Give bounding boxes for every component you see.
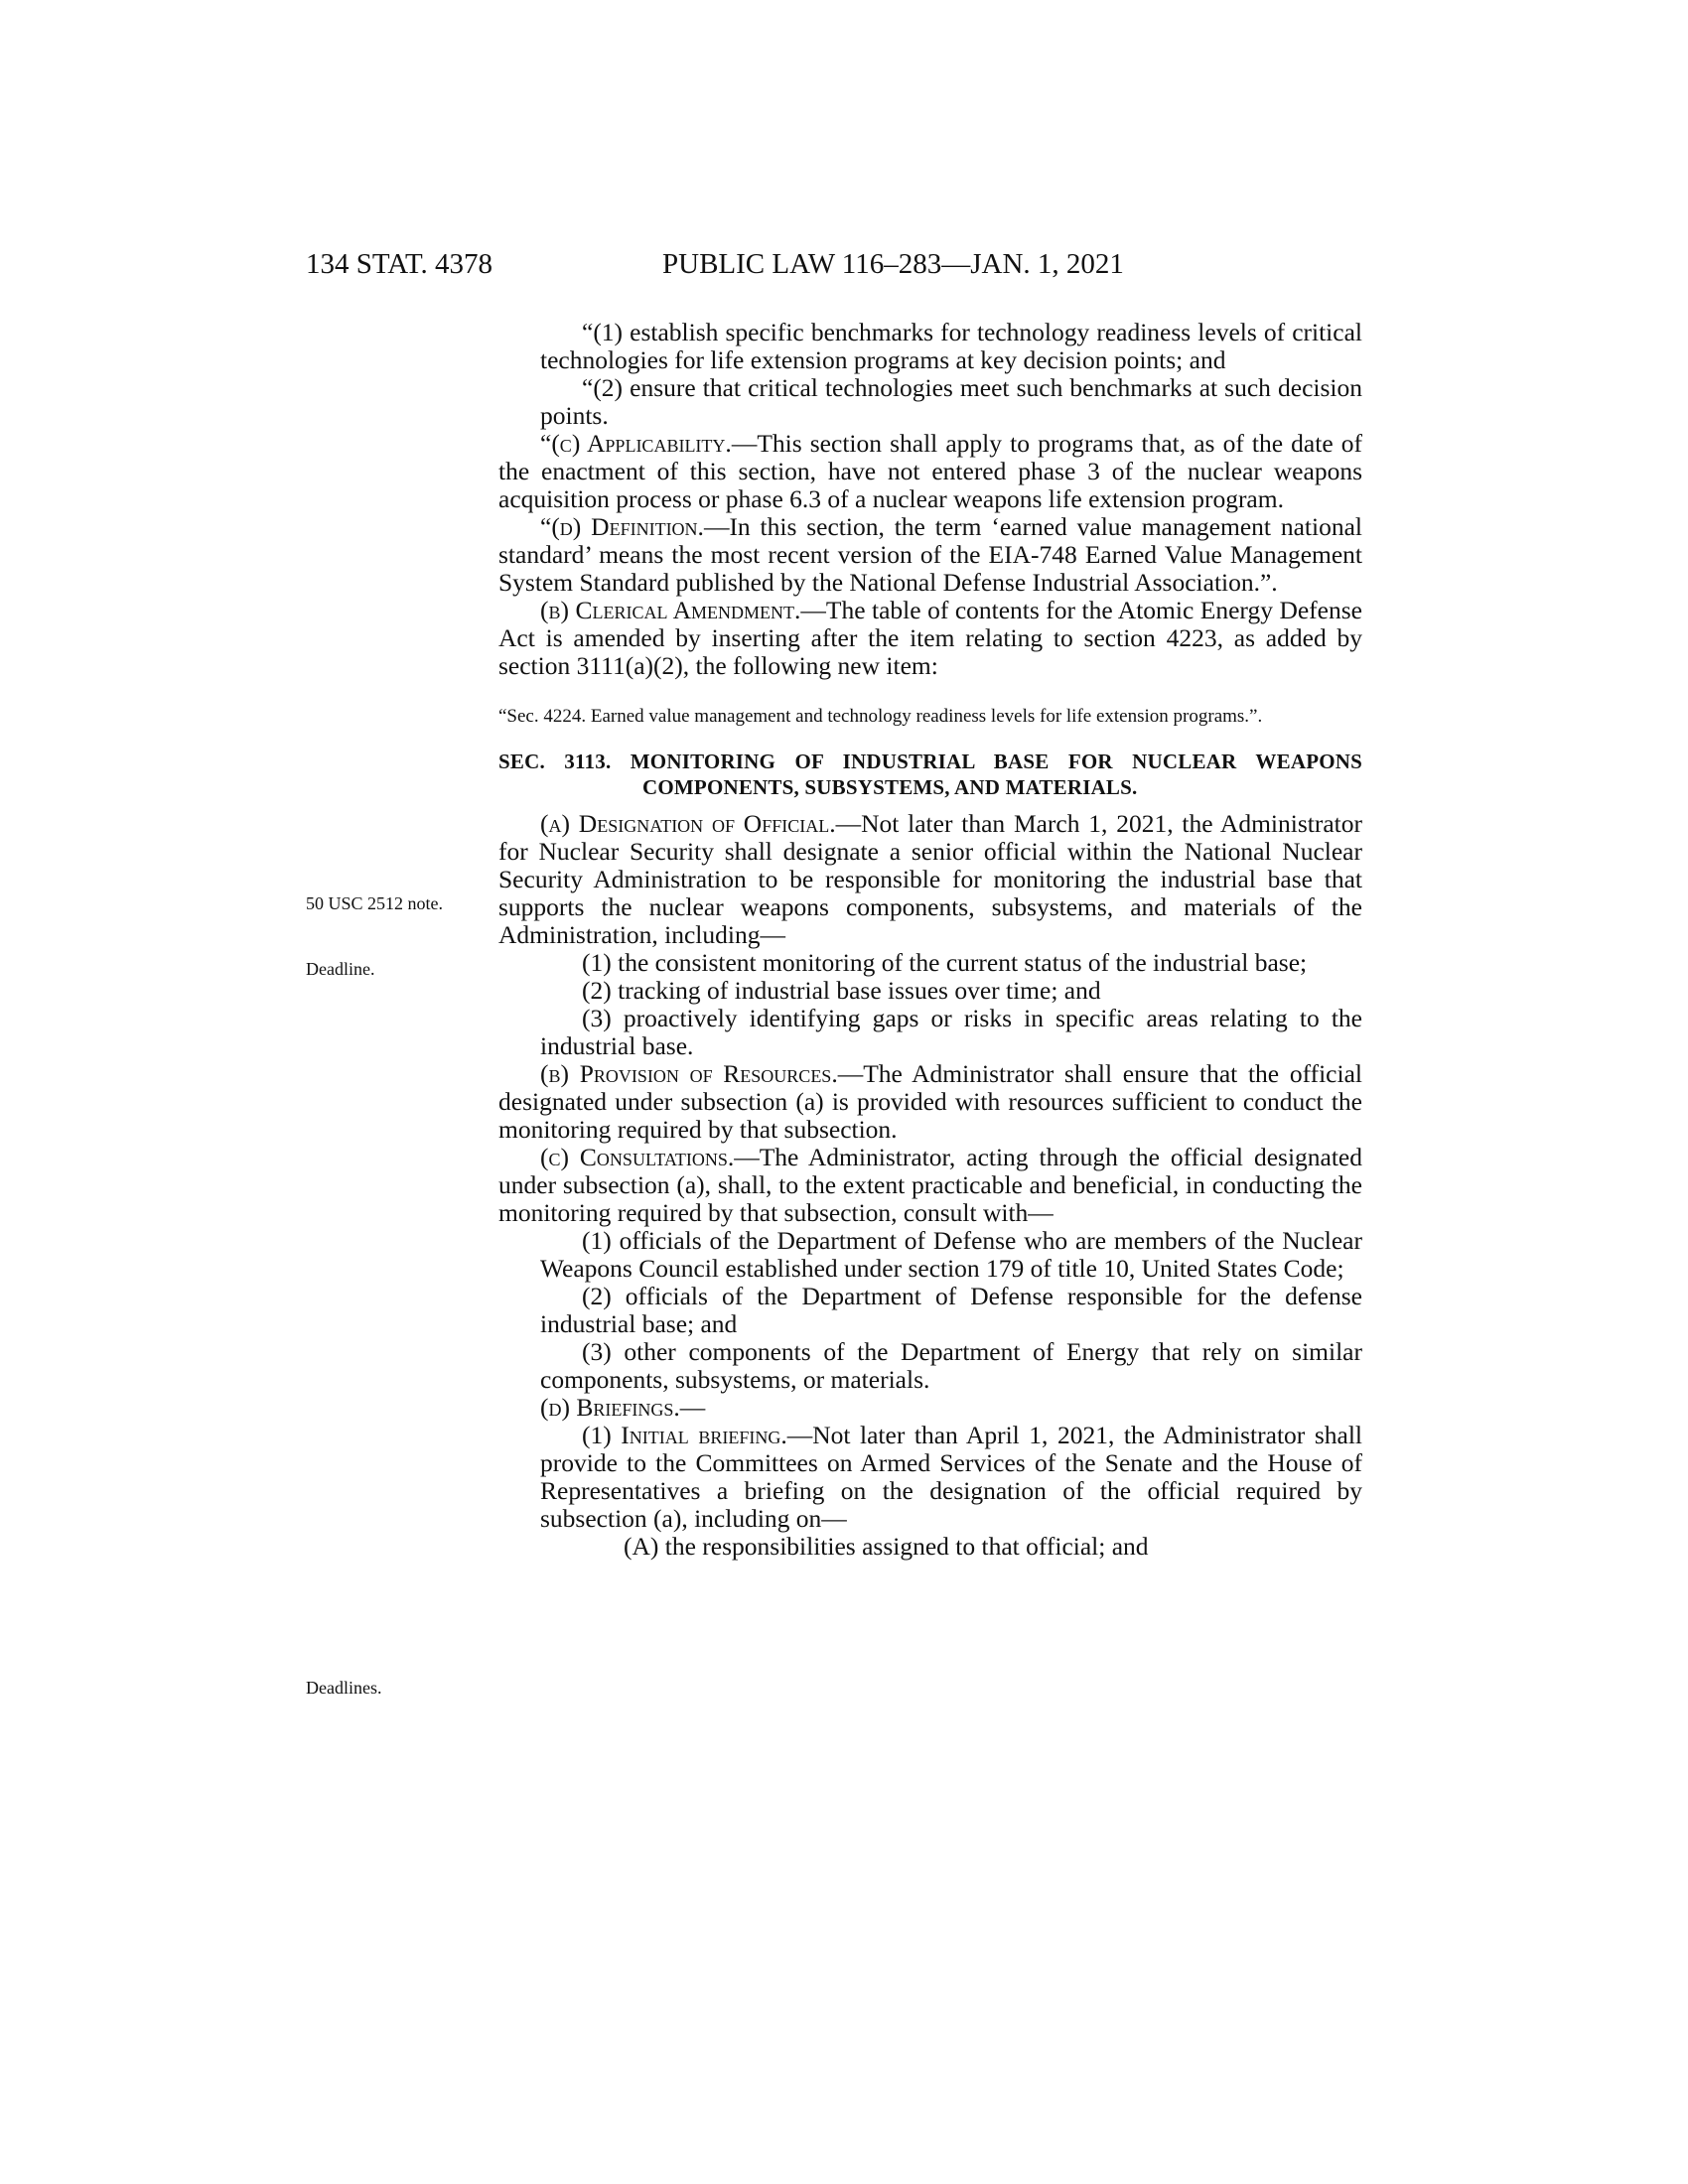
paragraph-c3: (3) other components of the Department of Energy that rely on similar components, subsystems, or materials.	[540, 1337, 1362, 1394]
margin-note-deadline: Deadline.	[306, 959, 375, 979]
consultations-label: (c) Consultations.	[540, 1143, 735, 1171]
clerical-amendment-text: —The table of contents for the Atomic Energy Defense Act is amended by inserting after the item relating to section 4223, as added by section 3111(a)(2), the following new item:	[498, 596, 1362, 680]
definition-label: “(d) Definition.	[540, 512, 704, 541]
paragraph-b	[498, 1060, 1362, 1144]
paragraph-b1: “(1) establish specific benchmarks for technology readiness levels of critical technologies for life extension programs at key decision points; and	[540, 318, 1362, 374]
definition-text: —In this section, the term ‘earned value management national standard’ means the most recent version of the EIA-748 Earned Value Management System Standard published by the National Defense Industrial Association.”.	[498, 512, 1362, 597]
section-heading: SEC. 3113. MONITORING OF INDUSTRIAL BASE FOR NUCLEAR WEAPONS COMPONENTS, SUBSYSTEMS, AND MATERIALS.	[498, 750, 1362, 799]
initial-briefing-label: (1) Initial briefing.	[582, 1421, 787, 1449]
paragraph-a	[498, 810, 1362, 949]
public-law-title: PUBLIC LAW 116–283—JAN. 1, 2021	[662, 248, 1124, 280]
provision-text: —The Administrator shall ensure that the official designated under subsection (a) is provided with resources sufficient to conduct the monitoring required by that subsection.	[498, 1059, 1362, 1144]
page-header	[0, 248, 1688, 288]
statute-page-number: 134 STAT. 4378	[306, 248, 493, 280]
table-of-contents-item: “Sec. 4224. Earned value management and technology readiness levels for life extension programs.”.	[498, 706, 1263, 727]
paragraph-a3: (3) proactively identifying gaps or risks in specific areas relating to the industrial base.	[540, 1004, 1362, 1060]
applicability-text: —This section shall apply to programs that, as of the date of the enactment of this section, have not entered phase 3 of the nuclear weapons acquisition process or phase 6.3 of a nuclear weapons life extension program.	[498, 429, 1362, 513]
paragraph-a1: (1) the consistent monitoring of the current status of the industrial base;	[582, 948, 1308, 977]
paragraph-a2: (2) tracking of industrial base issues over time; and	[582, 976, 1101, 1005]
paragraph-clerical-amendment	[498, 597, 1362, 680]
paragraph-definition	[498, 513, 1362, 597]
margin-note-usc: 50 USC 2512 note.	[306, 893, 444, 913]
paragraph-c1: (1) officials of the Department of Defense who are members of the Nuclear Weapons Council established under section 179 of title 10, United States Code;	[540, 1226, 1362, 1283]
clerical-amendment-label: (b) Clerical Amendment.	[540, 596, 801, 624]
briefings-label: (d) Briefings.	[540, 1393, 680, 1422]
consultations-text: —The Administrator, acting through the official designated under subsection (a), shall, to the extent practicable and beneficial, in conducting the monitoring required by that subsection, consult with—	[498, 1143, 1362, 1227]
provision-label: (b) Provision of Resources.	[540, 1059, 838, 1088]
applicability-label: “(c) Applicability.	[540, 429, 732, 458]
paragraph-c2: (2) officials of the Department of Defense responsible for the defense industrial base; and	[540, 1282, 1362, 1338]
paragraph-c	[498, 1144, 1362, 1227]
designation-text: —Not later than March 1, 2021, the Administrator for Nuclear Security shall designate a senior official within the National Nuclear Security Administration to be responsible for monitoring the industrial base that supports the nuclear weapons components, subsystems, and materials of the Administration, including—	[498, 809, 1362, 949]
paragraph-applicability	[498, 430, 1362, 513]
designation-label: (a) Designation of Official.	[540, 809, 836, 838]
paragraph-b2: “(2) ensure that critical technologies meet such benchmarks at such decision points.	[540, 373, 1362, 430]
margin-note-deadlines: Deadlines.	[306, 1678, 382, 1698]
document-body	[498, 319, 1362, 1561]
paragraph-d1	[498, 1422, 1362, 1533]
initial-briefing-text: —Not later than April 1, 2021, the Administrator shall provide to the Committees on Armed Services of the Senate and the House of Representatives a briefing on the designation of the official required by subsection (a), including on—	[540, 1421, 1362, 1533]
briefings-text: —	[679, 1393, 706, 1422]
paragraph-d	[498, 1394, 1362, 1422]
paragraph-dA: (A) the responsibilities assigned to that official; and	[624, 1532, 1149, 1561]
